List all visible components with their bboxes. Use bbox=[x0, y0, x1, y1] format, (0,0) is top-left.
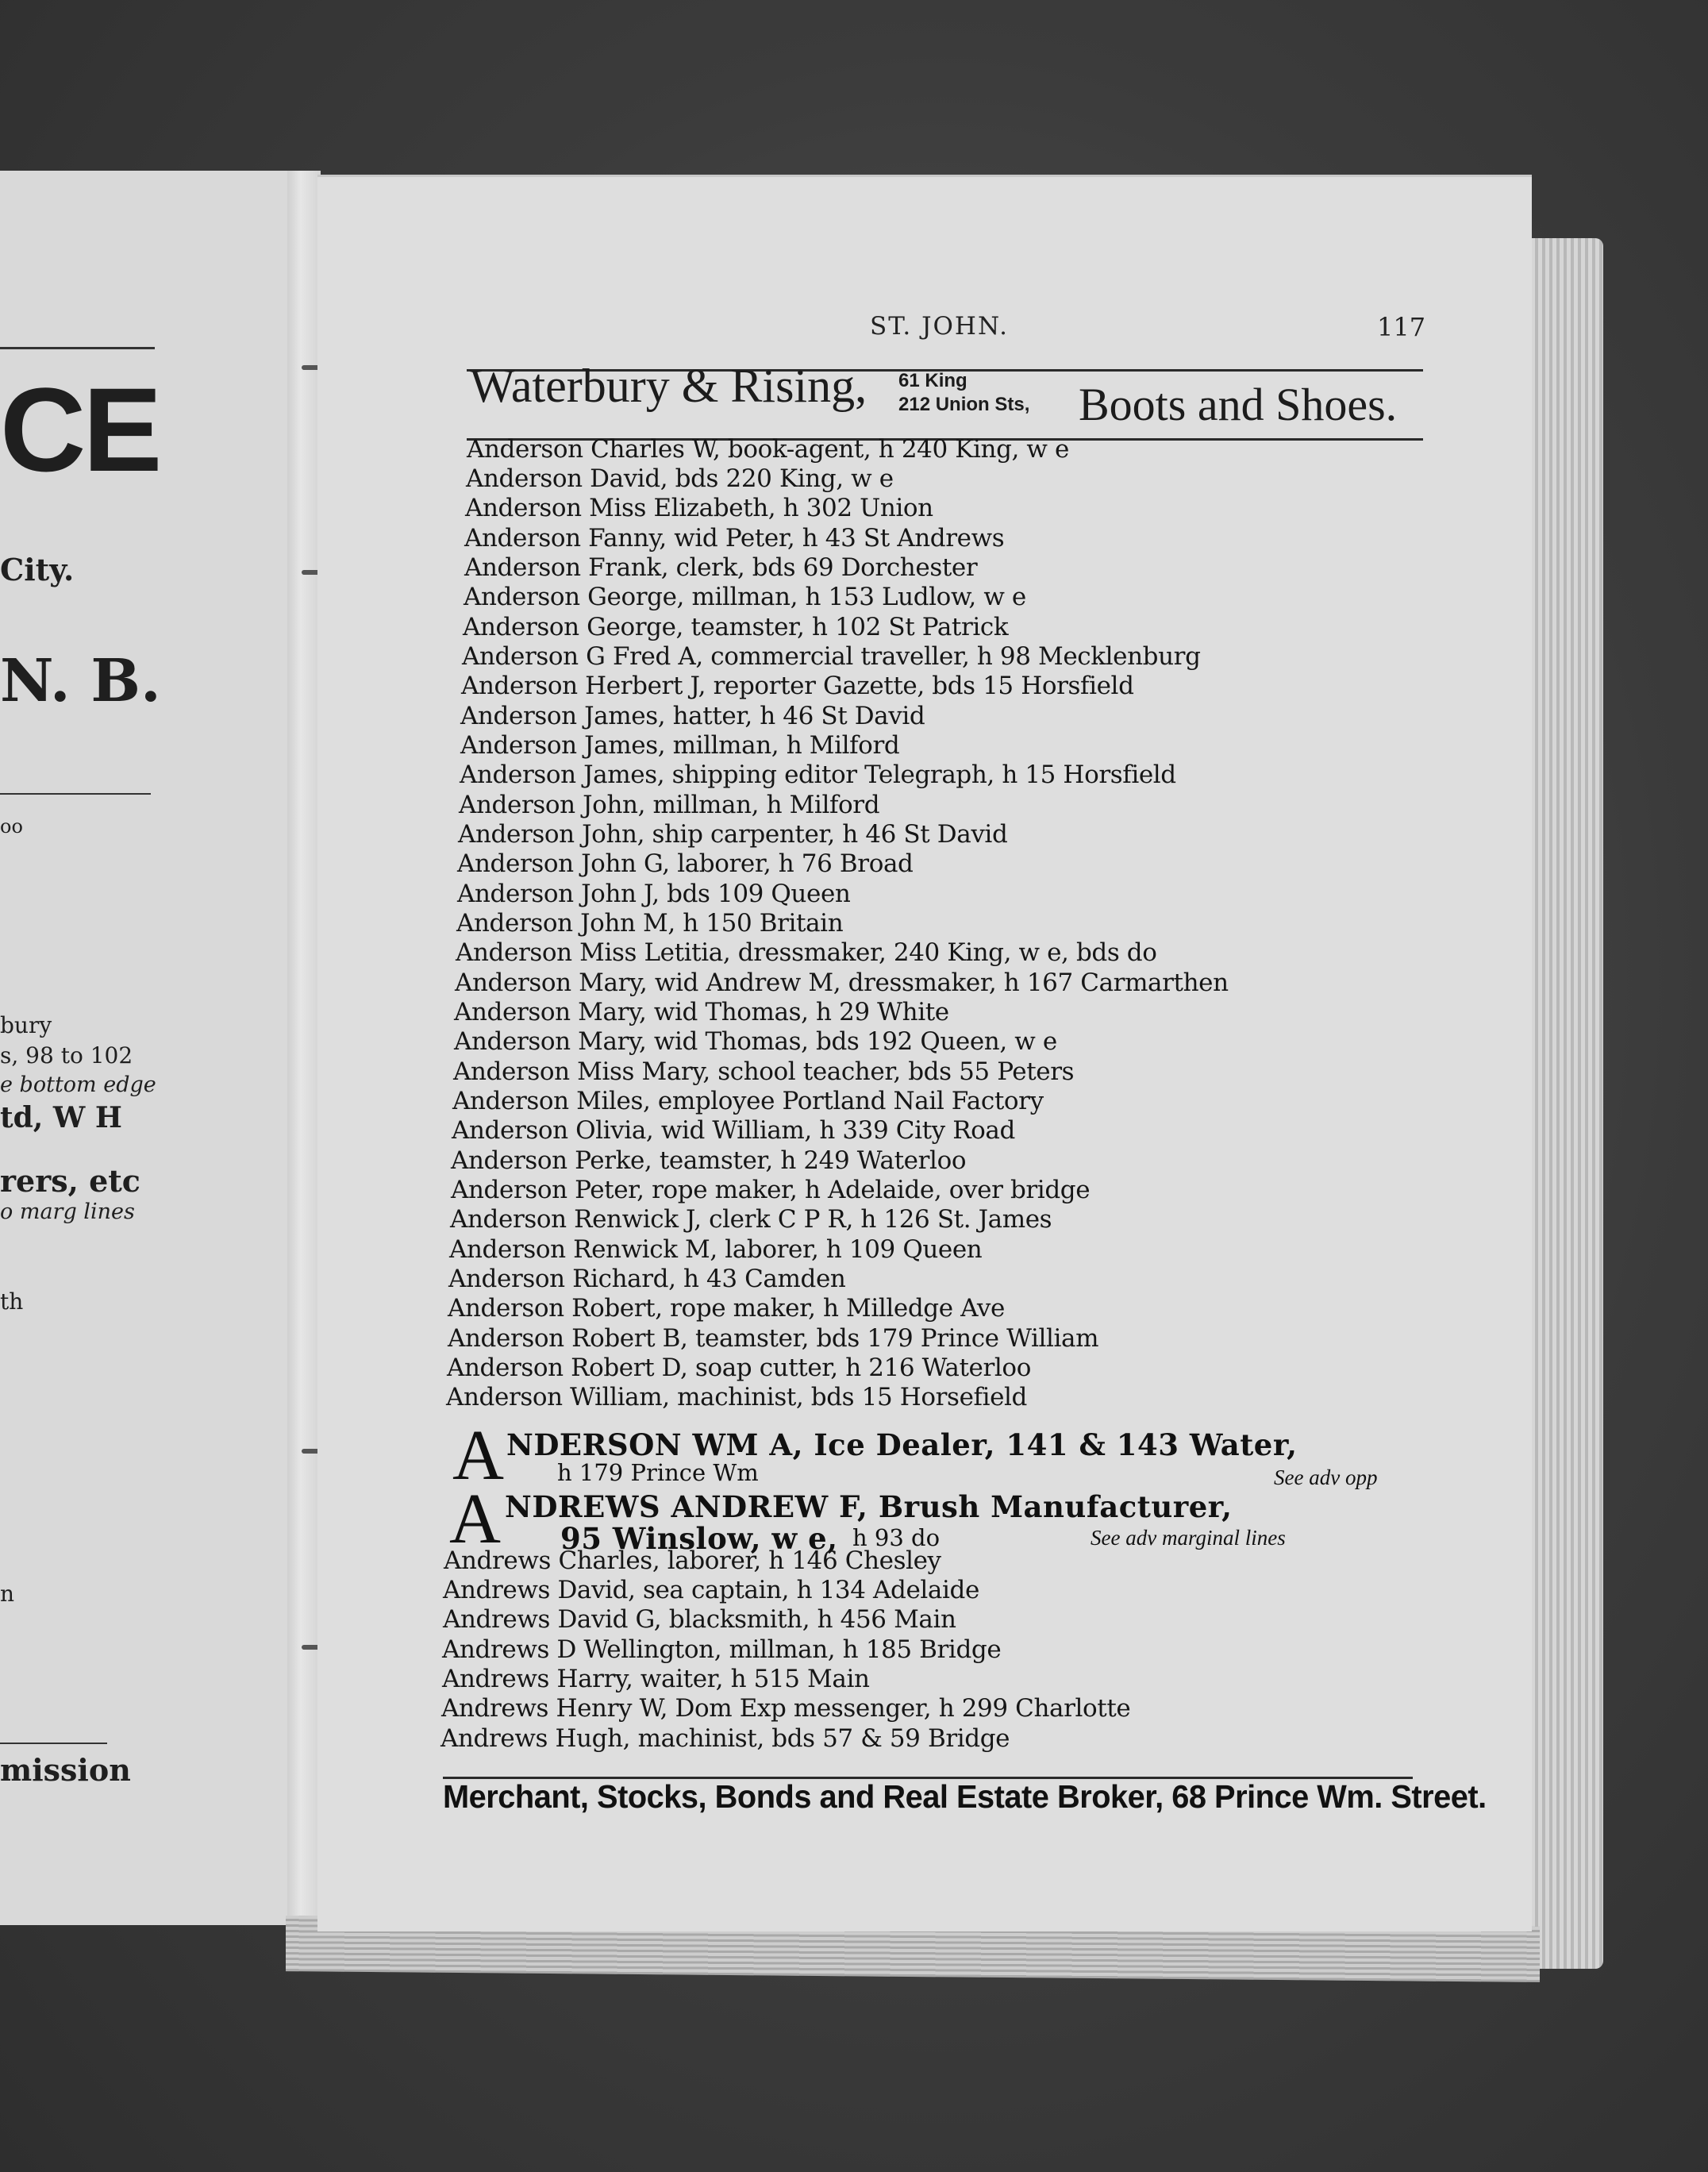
left-fragment-ce: CE bbox=[0, 363, 160, 496]
page-number: 117 bbox=[1377, 312, 1426, 342]
list-item: Anderson John, millman, h Milford bbox=[459, 791, 880, 819]
list-item: Anderson Frank, clerk, bds 69 Dorchester bbox=[464, 553, 978, 582]
left-fragment-bury: bury bbox=[0, 1012, 52, 1038]
drop-initial: A bbox=[452, 1416, 504, 1495]
list-item: Anderson Peter, rope maker, h Adelaide, over bridge bbox=[451, 1176, 1091, 1204]
running-head: ST. JOHN. bbox=[870, 312, 1009, 341]
list-item: Anderson George, millman, h 153 Ludlow, w e bbox=[464, 583, 1026, 611]
bold-entry-address-rest: h 93 do bbox=[852, 1524, 941, 1551]
left-fragment-td-wh: td, W H bbox=[0, 1101, 122, 1134]
list-item: Anderson G Fred A, commercial traveller, h 98 Mecklenburg bbox=[462, 642, 1201, 671]
left-fragment-nb: N. B. bbox=[0, 647, 161, 715]
left-rule-top bbox=[0, 347, 155, 349]
left-fragment-n: n bbox=[0, 1581, 15, 1607]
list-item: Andrews Charles, laborer, h 146 Chesley bbox=[444, 1546, 941, 1575]
list-item: Anderson John M, h 150 Britain bbox=[456, 909, 844, 938]
list-item: Anderson Mary, wid Andrew M, dressmaker, h 167 Carmarthen bbox=[455, 969, 1229, 997]
top-advertisement bbox=[470, 356, 1422, 429]
list-item: Anderson Robert B, teamster, bds 179 Prince William bbox=[448, 1324, 1099, 1353]
list-item: Anderson John G, laborer, h 76 Broad bbox=[457, 849, 914, 878]
bold-entry-anderson-wm bbox=[444, 1416, 1437, 1495]
list-item: Anderson Perke, teamster, h 249 Waterloo bbox=[451, 1146, 967, 1175]
list-item: Anderson Miss Elizabeth, h 302 Union bbox=[465, 494, 933, 522]
list-item: Andrews David, sea captain, h 134 Adelaide bbox=[443, 1576, 979, 1604]
list-item: Anderson Miss Letitia, dressmaker, 240 King, w e, bds do bbox=[456, 938, 1157, 967]
bold-entry-andrews-andrew bbox=[441, 1480, 1433, 1558]
list-item: Anderson John J, bds 109 Queen bbox=[457, 880, 851, 908]
bold-entry-line: NDREWS ANDREW F, Brush Manufacturer, bbox=[505, 1489, 1233, 1524]
left-page bbox=[0, 171, 291, 1925]
list-item: Anderson Mary, wid Thomas, h 29 White bbox=[454, 998, 949, 1026]
list-item: Anderson Renwick M, laborer, h 109 Queen bbox=[449, 1235, 983, 1264]
drop-initial: A bbox=[449, 1480, 501, 1558]
list-item: Anderson Olivia, wid William, h 339 City Road bbox=[452, 1116, 1015, 1145]
left-fragment-oo: oo bbox=[0, 815, 23, 838]
list-item: Anderson George, teamster, h 102 St Patrick bbox=[463, 613, 1009, 641]
list-item: Anderson David, bds 220 King, w e bbox=[466, 464, 894, 493]
list-item: Andrews David G, blacksmith, h 456 Main bbox=[443, 1605, 956, 1634]
list-item: Anderson Renwick J, clerk C P R, h 126 St. James bbox=[450, 1205, 1052, 1234]
list-item: Anderson James, shipping editor Telegraph, h 15 Horsfield bbox=[460, 761, 1176, 789]
list-item: Anderson William, machinist, bds 15 Horsefield bbox=[446, 1383, 1028, 1411]
list-item: Anderson Charles W, book-agent, h 240 King, w e bbox=[467, 435, 1069, 464]
list-item: Anderson Miles, employee Portland Nail Factory bbox=[452, 1087, 1044, 1115]
bottom-advertisement: Merchant, Stocks, Bonds and Real Estate Broker, 68 Prince Wm. Street. bbox=[443, 1778, 1487, 1815]
see-adv-note: See adv opp bbox=[1274, 1465, 1378, 1489]
ad-trade: Boots and Shoes. bbox=[1079, 379, 1398, 430]
list-item: Anderson James, hatter, h 46 St David bbox=[460, 702, 925, 730]
list-item: Anderson Fanny, wid Peter, h 43 St Andrews bbox=[464, 524, 1005, 553]
list-item: Andrews Harry, waiter, h 515 Main bbox=[442, 1665, 870, 1693]
left-fragment-marg-lines: o marg lines bbox=[0, 1200, 135, 1224]
ad-address-1: 61 King bbox=[898, 370, 967, 391]
left-fragment-bottom-edge: e bottom edge bbox=[0, 1073, 156, 1097]
left-fragment-city: City. bbox=[0, 552, 75, 587]
left-fragment-th: th bbox=[0, 1288, 24, 1315]
list-item: Andrews Hugh, machinist, bds 57 & 59 Bridge bbox=[440, 1724, 1010, 1753]
book-gutter bbox=[287, 171, 321, 1925]
left-fragment-mission: mission bbox=[0, 1752, 131, 1788]
bold-entry-address: 95 Winslow, w e, bbox=[560, 1521, 838, 1556]
list-item: Anderson Herbert J, reporter Gazette, bds 15 Horsfield bbox=[461, 672, 1134, 700]
list-item: Anderson Richard, h 43 Camden bbox=[448, 1265, 846, 1293]
ad-address-2: 212 Union Sts, bbox=[898, 394, 1030, 415]
list-item: Andrews Henry W, Dom Exp messenger, h 299 Charlotte bbox=[441, 1694, 1131, 1723]
list-item: Anderson Robert D, soap cutter, h 216 Waterloo bbox=[447, 1354, 1031, 1382]
left-fragment-98-to-102: s, 98 to 102 bbox=[0, 1042, 133, 1069]
left-rule-bottom bbox=[0, 1743, 107, 1744]
bold-entry-address: h 179 Prince Wm bbox=[557, 1459, 759, 1486]
page-stack-edge bbox=[1528, 238, 1603, 1969]
bold-entry-line: NDERSON WM A, Ice Dealer, 141 & 143 Water, bbox=[506, 1427, 1298, 1462]
list-item: Anderson John, ship carpenter, h 46 St David bbox=[458, 820, 1008, 849]
see-adv-note: See adv marginal lines bbox=[1091, 1526, 1286, 1550]
list-item: Anderson Miss Mary, school teacher, bds 55 Peters bbox=[453, 1057, 1075, 1086]
left-rule-mid bbox=[0, 793, 151, 795]
left-fragment-rers-etc: rers, etc bbox=[0, 1163, 140, 1199]
list-item: Anderson Mary, wid Thomas, bds 192 Queen, w e bbox=[454, 1027, 1057, 1056]
list-item: Anderson Robert, rope maker, h Milledge Ave bbox=[448, 1294, 1005, 1323]
list-item: Anderson James, millman, h Milford bbox=[460, 731, 900, 760]
list-item: Andrews D Wellington, millman, h 185 Bridge bbox=[442, 1635, 1002, 1664]
ad-firm-name: Waterbury & Rising, bbox=[470, 360, 867, 412]
